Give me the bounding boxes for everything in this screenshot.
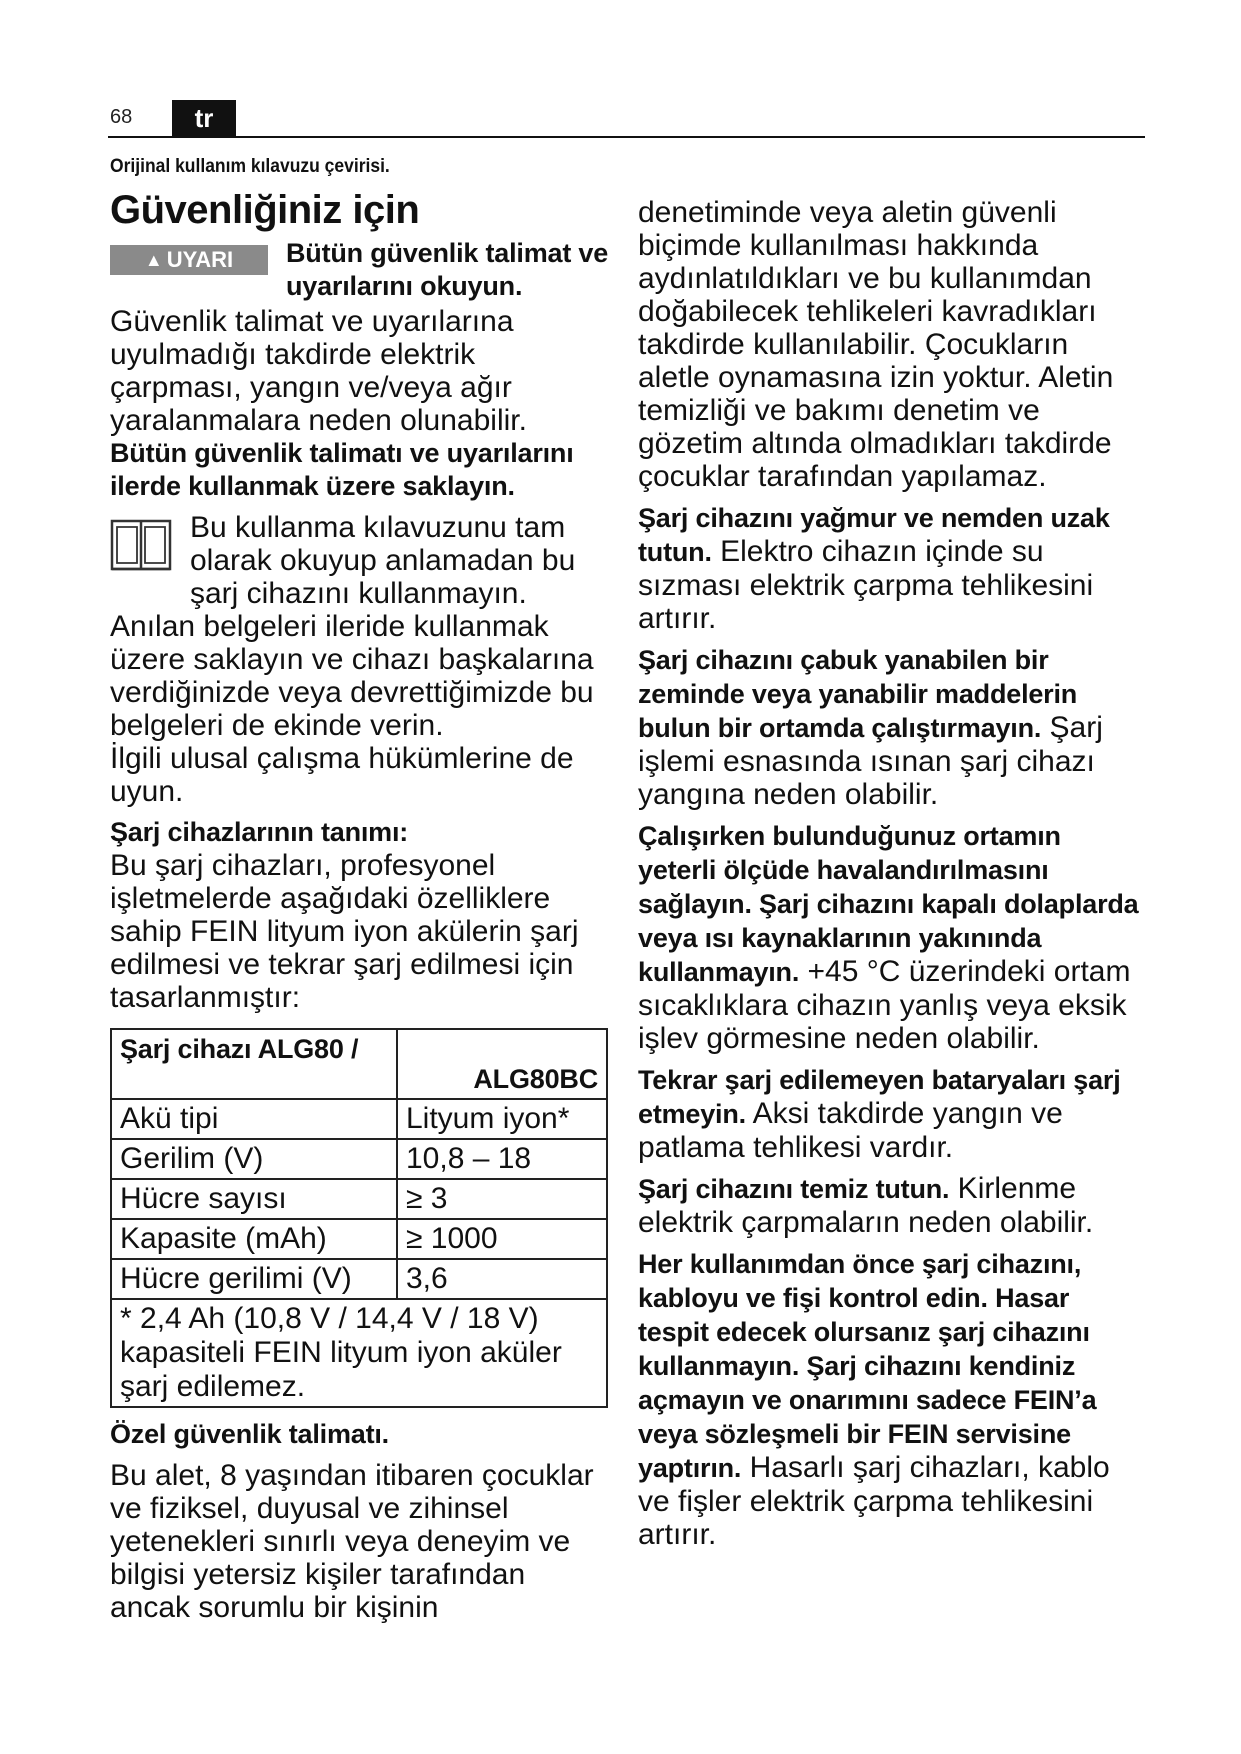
nonrechargeable-bold: Tekrar şarj edilemeyen bataryaları şarj etmeyin.: [638, 1065, 1121, 1129]
warning-block: [110, 237, 610, 303]
table-row: [111, 1259, 607, 1299]
spec-value: Lityum iyon*: [397, 1099, 607, 1139]
flammable-bold: Şarj cihazını çabuk yanabilen bir zeminde veya yanabilir maddelerin bulun bir ortamda çalıştırmayın.: [638, 645, 1078, 743]
manual-note-block: [110, 511, 610, 610]
spec-table: [110, 1028, 608, 1408]
spec-label: Hücre sayısı: [111, 1179, 397, 1219]
ventilation-bold: Çalışırken bulunduğunuz ortamın yeterli ölçüde havalandırılmasını sağlayın. Şarj cihazını kapalı dolaplarda veya ısı kaynaklarının yakınında kullanmayın.: [638, 821, 1139, 987]
translation-note: Orijinal kullanım kılavuzu çevirisi.: [110, 156, 390, 177]
table-row: [111, 1219, 607, 1259]
rain-paragraph: [638, 501, 1143, 635]
flammable-paragraph: [638, 643, 1143, 811]
definition-body: Bu şarj cihazları, profesyonel işletmelerde aşağıdaki özelliklere sahip FEIN lityum iyon akülerin şarj edilmesi ve tekrar şarj edilmesi için tasarlanmıştır:: [110, 849, 579, 1014]
clean-bold: Şarj cihazını temiz tutun.: [638, 1174, 950, 1204]
table-row: [111, 1139, 607, 1179]
warning-heading: Bütün güvenlik talimat ve uyarılarını okuyun.: [286, 238, 609, 301]
left-column: [110, 188, 610, 1624]
spec-value: 10,8 – 18: [397, 1139, 607, 1179]
ventilation-text: +45 °C üzerindeki ortam sıcaklıklara cihazın yanlış veya eksik işlev görmesine neden olabilir.: [638, 955, 1131, 1055]
flammable-text: Şarj işlemi esnasında ısınan şarj cihazı yangına neden olabilir.: [638, 711, 1103, 811]
continuation-text: denetiminde veya aletin güvenli biçimde kullanılması hakkında aydınlatıldıkları ve bu kullanımdan doğabilecek tehlikeleri kavradıkları takdirde kullanılabilir. Çocukların aletle oynamasına izin yoktur. Aletin temizliği ve bakımı denetim ve gözetim altında olmadıkları takdirde çocuklar tarafından yapılamaz.: [638, 196, 1114, 493]
right-column: [638, 196, 1143, 1559]
check-bold: Her kullanımdan önce şarj cihazını, kabloyu ve fişi kontrol edin. Hasar tespit edecek olursanız şarj cihazını kullanmayın. Şarj cihazını kendiniz açmayın ve onarımını sadece FEIN’a veya sözleşmeli bir FEIN servisine yaptırın.: [638, 1249, 1097, 1483]
manual-note: Bu kullanma kılavuzunu tam olarak okuyup anlamadan bu şarj cihazını kullanmayın.: [190, 511, 576, 610]
check-text: Hasarlı şarj cihazları, kablo ve fişler elektrik çarpma tehlikesini artırır.: [638, 1451, 1110, 1551]
spec-header-row: [111, 1029, 607, 1099]
table-row: [111, 1179, 607, 1219]
warning-badge-label: UYARI: [166, 247, 234, 272]
spec-label: Akü tipi: [111, 1099, 397, 1139]
clean-paragraph: [638, 1172, 1143, 1239]
rain-text: Elektro cihazın içinde su sızması elektrik çarpma tehlikesini artırır.: [638, 535, 1094, 635]
spec-label: Kapasite (mAh): [111, 1219, 397, 1259]
keep-instructions: Bütün güvenlik talimatı ve uyarılarını ilerde kullanmak üzere saklayın.: [110, 438, 574, 501]
language-tag: tr: [172, 100, 236, 137]
special-body: Bu alet, 8 yaşından itibaren çocuklar ve fiziksel, duyusal ve zihinsel yetenekleri sınırlı veya deneyim ve bilgisi yetersiz kişiler tarafından ancak sorumlu bir kişinin: [110, 1459, 594, 1624]
spec-header-left: Şarj cihazı ALG80 /: [111, 1029, 397, 1099]
spec-label: Gerilim (V): [111, 1139, 397, 1179]
open-book-icon: [110, 517, 172, 573]
warning-badge: [110, 245, 268, 275]
keep-documents: Anılan belgeleri ileride kullanmak üzere saklayın ve cihazı başkalarına verdiğinizde veya devrettiğimizde bu belgeleri de ekinde verin.: [110, 610, 594, 742]
spec-footnote-row: [111, 1299, 607, 1407]
spec-value: ≥ 1000: [397, 1219, 607, 1259]
page-number: 68: [110, 106, 133, 128]
header-rule: [108, 136, 1145, 138]
warning-triangle-icon: ▲: [144, 249, 163, 270]
spec-value: ≥ 3: [397, 1179, 607, 1219]
spec-footnote: * 2,4 Ah (10,8 V / 14,4 V / 18 V) kapasiteli FEIN lityum iyon aküler şarj edilemez.: [111, 1299, 607, 1407]
ventilation-paragraph: [638, 819, 1143, 1055]
nonrechargeable-paragraph: [638, 1063, 1143, 1164]
section-title: Güvenliğiniz için: [110, 188, 420, 232]
spec-header-right: ALG80BC: [397, 1029, 607, 1099]
definition-heading: Şarj cihazlarının tanımı:: [110, 817, 409, 847]
check-paragraph: [638, 1247, 1143, 1551]
special-heading: Özel güvenlik talimatı.: [110, 1419, 389, 1449]
spec-label: Hücre gerilimi (V): [111, 1259, 397, 1299]
clean-text: Kirlenme elektrik çarpmaların neden olabilir.: [638, 1172, 1094, 1239]
spec-value: 3,6: [397, 1259, 607, 1299]
table-row: [111, 1099, 607, 1139]
nonrechargeable-text: Aksi takdirde yangın ve patlama tehlikesi vardır.: [638, 1097, 1063, 1164]
warning-body: Güvenlik talimat ve uyarılarına uyulmadığı takdirde elektrik çarpması, yangın ve/veya ağır yaralanmalara neden olunabilir.: [110, 305, 527, 437]
national-rules: İlgili ulusal çalışma hükümlerine de uyun.: [110, 742, 574, 808]
rain-bold: Şarj cihazını yağmur ve nemden uzak tutun.: [638, 503, 1110, 567]
